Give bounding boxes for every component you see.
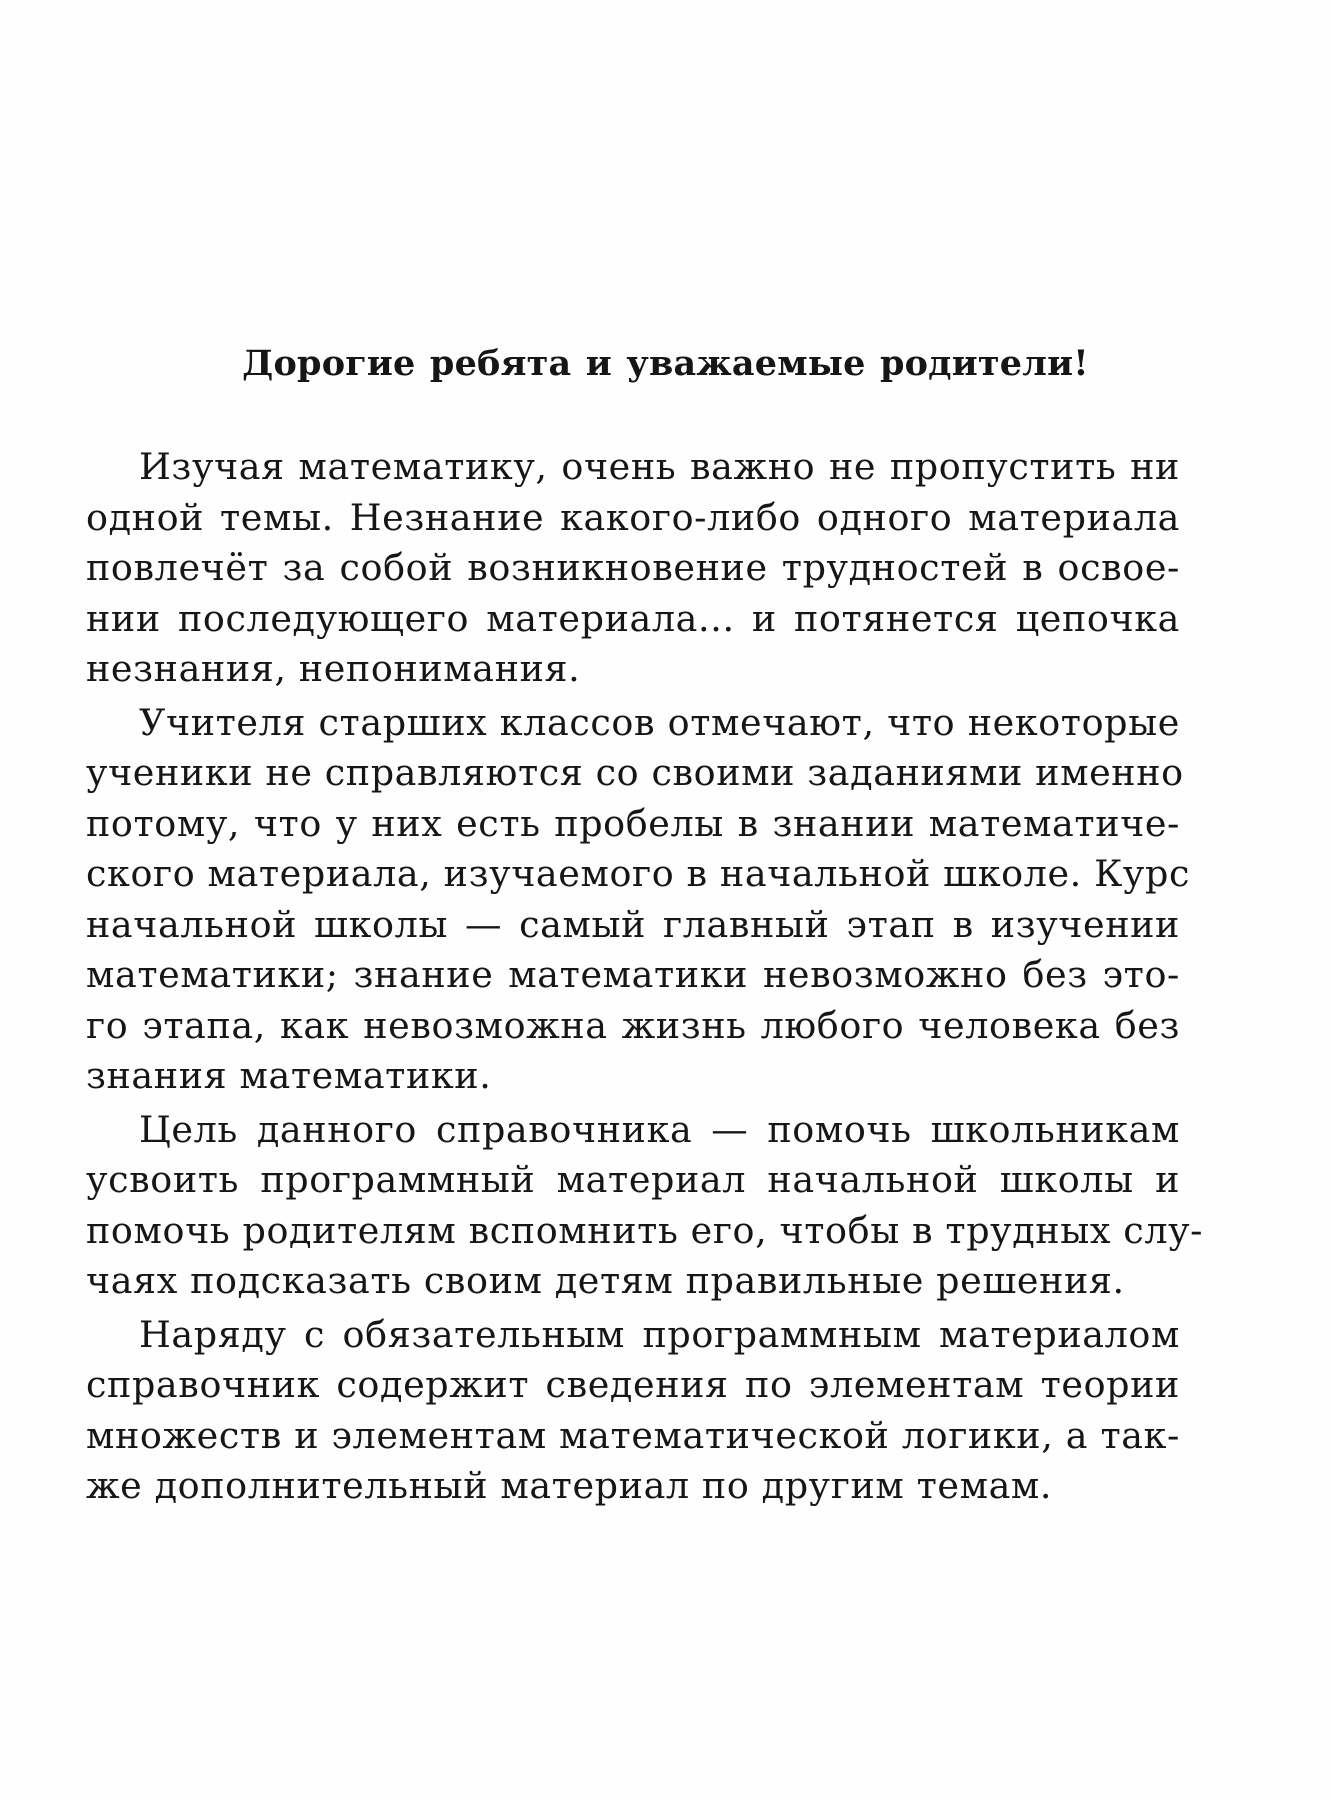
text-line: ученики не справляются со своими заданиями именно	[86, 751, 1184, 794]
text-line: Наряду с обязательным программным материалом	[139, 1312, 1180, 1356]
text-line: Учителя старших классов отмечают, что некоторые	[139, 700, 1180, 744]
paragraph	[86, 698, 1191, 1102]
text-line: знания математики.	[86, 1054, 492, 1097]
text-line: помочь родителям вспомнить его, чтобы в трудных слу-	[86, 1208, 1204, 1252]
body-text	[86, 442, 1204, 1512]
text-line: множеств и элементам математической логики, а так-	[86, 1413, 1180, 1457]
text-line: одной темы. Незнание какого-либо одного материала	[86, 495, 1180, 539]
text-line: же дополнительный материал по другим темам.	[86, 1464, 1053, 1507]
text-line: справочник содержит сведения по элементам теории	[86, 1363, 1180, 1406]
text-line: начальной школы — самый главный этап в изучении	[86, 902, 1180, 946]
paragraph	[86, 1105, 1204, 1307]
text-line: усвоить программный материал начальной школы и	[86, 1158, 1180, 1201]
page-title: Дорогие ребята и уважаемые родители!	[242, 343, 1089, 384]
text-line: го этапа, как невозможна жизнь любого человека без	[86, 1003, 1180, 1047]
text-line: повлечёт за собой возникновение трудностей в освое-	[86, 546, 1180, 589]
text-line: потому, что у них есть пробелы в знании математиче-	[86, 801, 1180, 845]
text-line: математики; знание математики невозможно без это-	[86, 953, 1180, 996]
text-line: чаях подсказать своим детям правильные решения.	[86, 1259, 1125, 1302]
text-line: незнания, непонимания.	[86, 647, 581, 690]
paragraph	[86, 1310, 1180, 1512]
text-line: ского материала, изучаемого в начальной школе. Курс	[86, 852, 1191, 895]
text-line: Изучая математику, очень важно не пропустить ни	[139, 445, 1180, 488]
text-line: нии последующего материала... и потянется цепочка	[86, 596, 1180, 640]
text-line: Цель данного справочника — помочь школьникам	[139, 1107, 1180, 1151]
paragraph	[86, 442, 1180, 695]
